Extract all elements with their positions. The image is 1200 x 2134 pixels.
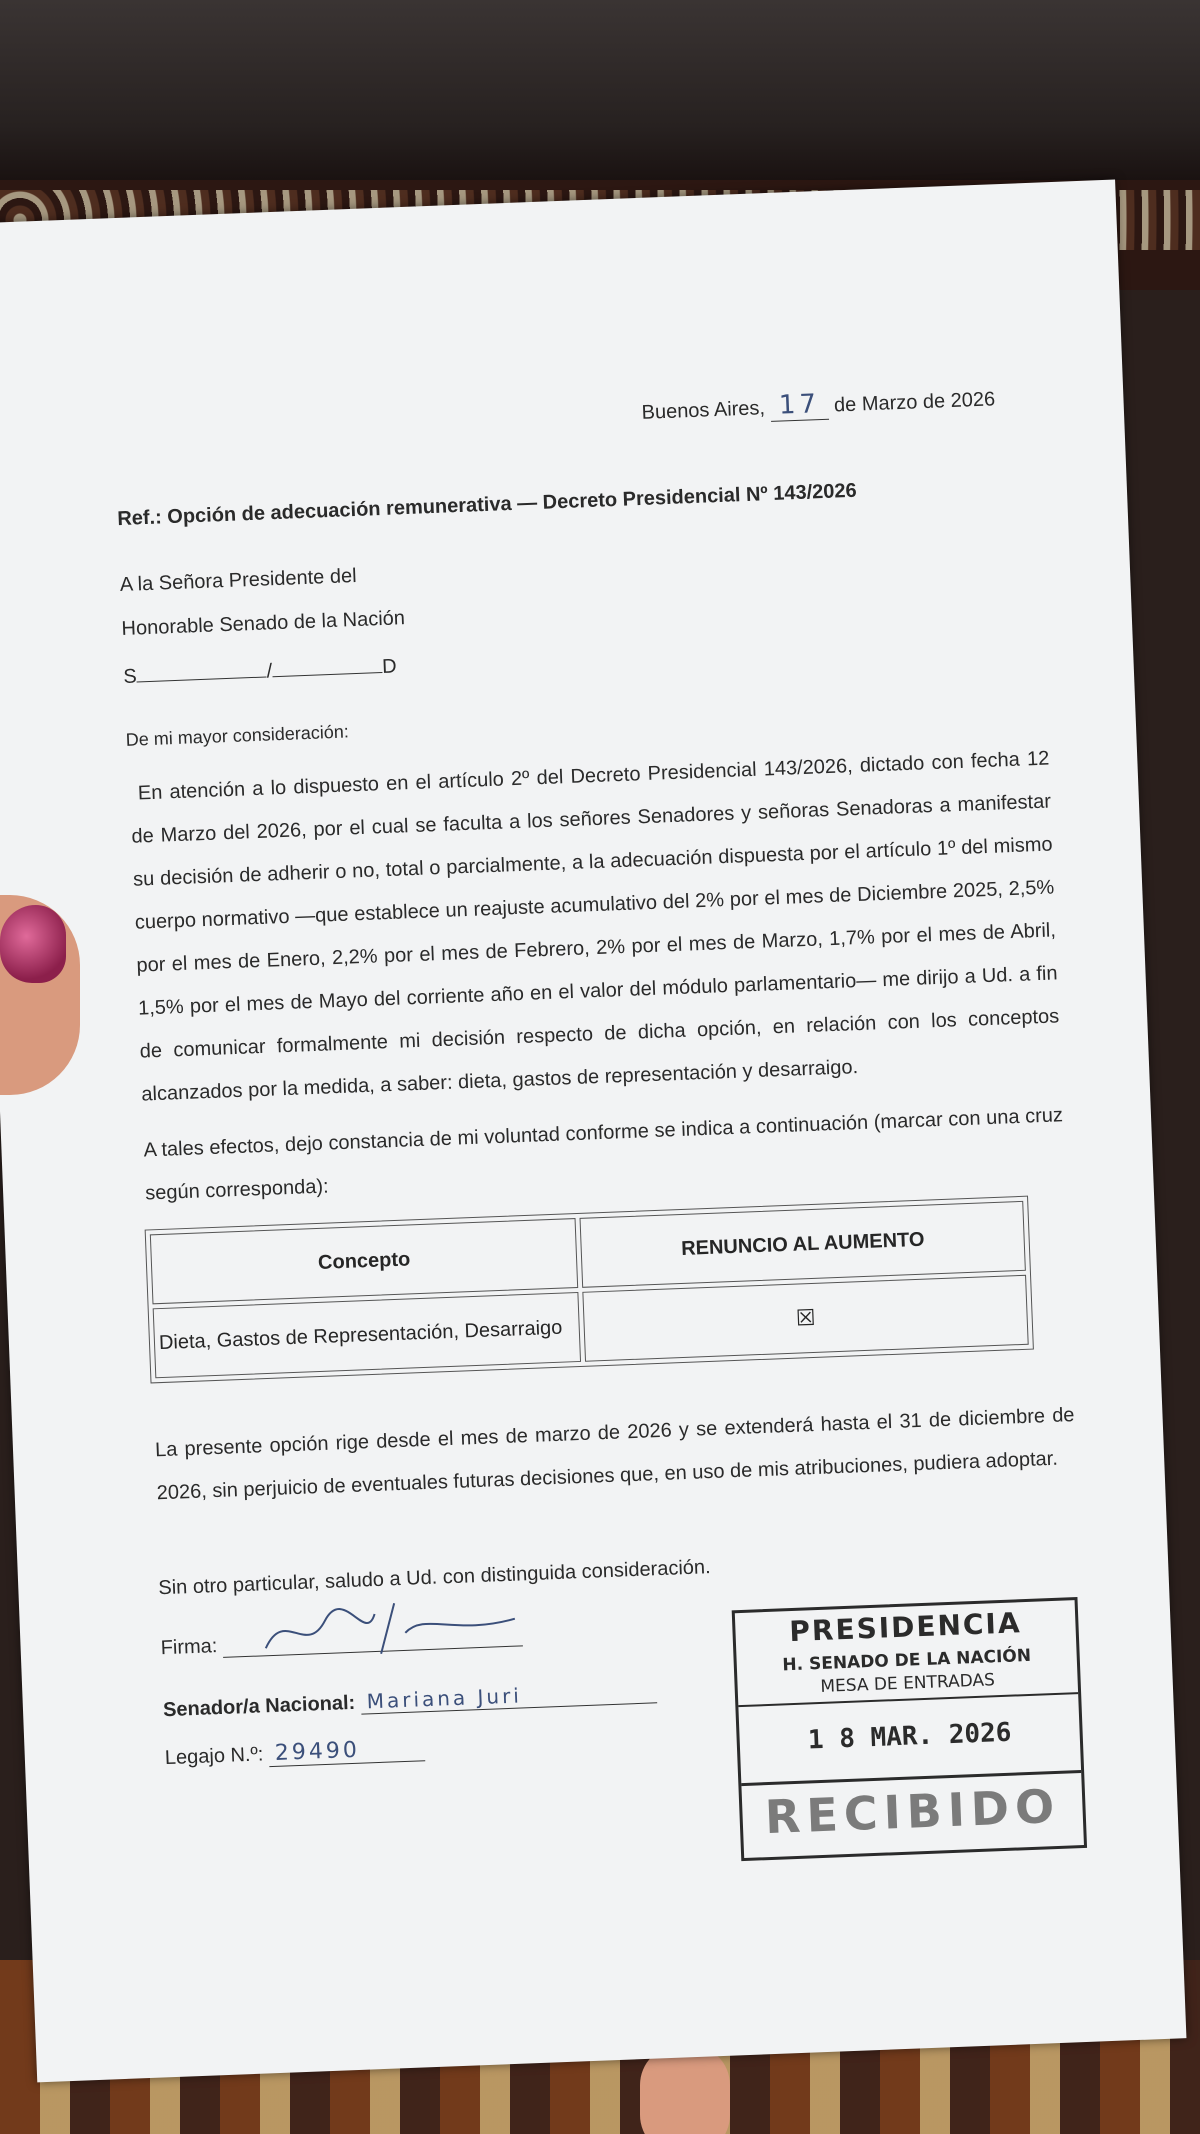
- stamp-senado: H. SENADO DE LA NACIÓN: [782, 1645, 1032, 1676]
- stamp-mesa-entradas: MESA DE ENTRADAS: [820, 1670, 996, 1697]
- stamp-date: 1 8 MAR. 2026: [807, 1717, 1012, 1756]
- paragraph-3: La presente opción rige desde el mes de marzo de 2026 y se extenderá hasta el 31 de diciembre de 2026, sin perjuicio de eventuales futuras decisiones que, en uso de mis atribuciones, pudiera adoptar.: [154, 1404, 1075, 1505]
- sd-s: S: [122, 665, 138, 688]
- addressee-line-1: A la Señora Presidente del: [119, 564, 357, 597]
- legajo-value-handwritten: 29490: [268, 1735, 425, 1767]
- salutation: De mi mayor consideración:: [125, 721, 350, 750]
- date-suffix: de Marzo de 2026: [833, 388, 996, 417]
- closing-line: Sin otro particular, saludo a Ud. con distinguida consideración.: [157, 1556, 711, 1600]
- senator-name-handwritten: Mariana Juri: [360, 1678, 657, 1714]
- row-checkbox-marked: ☒: [583, 1275, 1029, 1362]
- sd-d: D: [381, 655, 397, 679]
- stamp-recibido: RECIBIDO: [764, 1778, 1062, 1845]
- paragraph-2: A tales efectos, dejo constancia de mi voluntad conforme se indica a continuación (marcar con una cruz según corresponda):: [143, 1104, 1064, 1205]
- signature-scribble: [254, 1588, 526, 1668]
- legajo-label: Legajo N.º:: [164, 1743, 264, 1770]
- paragraph-1: En atención a lo dispuesto en el artículo 2º del Decreto Presidencial 143/2026, dictado con fecha 12 de Marzo del 2026, por el cual se faculta a los señores Senadores y señoras Senadoras a manifestar su decisión de adherir o no, total o parcialmente, a la adecuación dispuesta por el artículo 1º del mismo cuerpo normativo —que establece un reajuste acumulativo del 2% por el mes de Diciembre 2025, 2,5% por el mes de Enero, 2,2% por el mes de Febrero, 2% por el mes de Marzo, 1,7% por el mes de Abril, 1,5% por el mes de Mayo del corriente año en el valor del módulo parlamentario— me dirijo a Ud. a fin de comunicar formalmente mi decisión respecto de dicha opción, en relación con los conceptos alcanzados por la medida, a saber: dieta, gastos de representación y desarraigo.: [131, 747, 1060, 1106]
- fingernail-pink: [0, 905, 66, 983]
- header-concept: Concepto: [150, 1218, 579, 1304]
- date-prefix: Buenos Aires,: [641, 397, 766, 424]
- header-option: RENUNCIO AL AUMENTO: [580, 1201, 1026, 1288]
- signature-label: Firma:: [160, 1635, 218, 1660]
- received-stamp: [732, 1597, 1087, 1861]
- sd-slash: /: [266, 660, 273, 683]
- row-concept: Dieta, Gastos de Representación, Desarraigo: [153, 1292, 582, 1378]
- senator-label: Senador/a Nacional:: [162, 1691, 356, 1722]
- stamp-presidencia: PRESIDENCIA: [788, 1606, 1023, 1649]
- addressee-line-2: Honorable Senado de la Nación: [121, 607, 406, 641]
- date-day-handwritten: 17: [770, 389, 829, 422]
- reference-line: Ref.: Opción de adecuación remunerativa — Decreto Presidencial Nº 143/2026: [116, 479, 858, 531]
